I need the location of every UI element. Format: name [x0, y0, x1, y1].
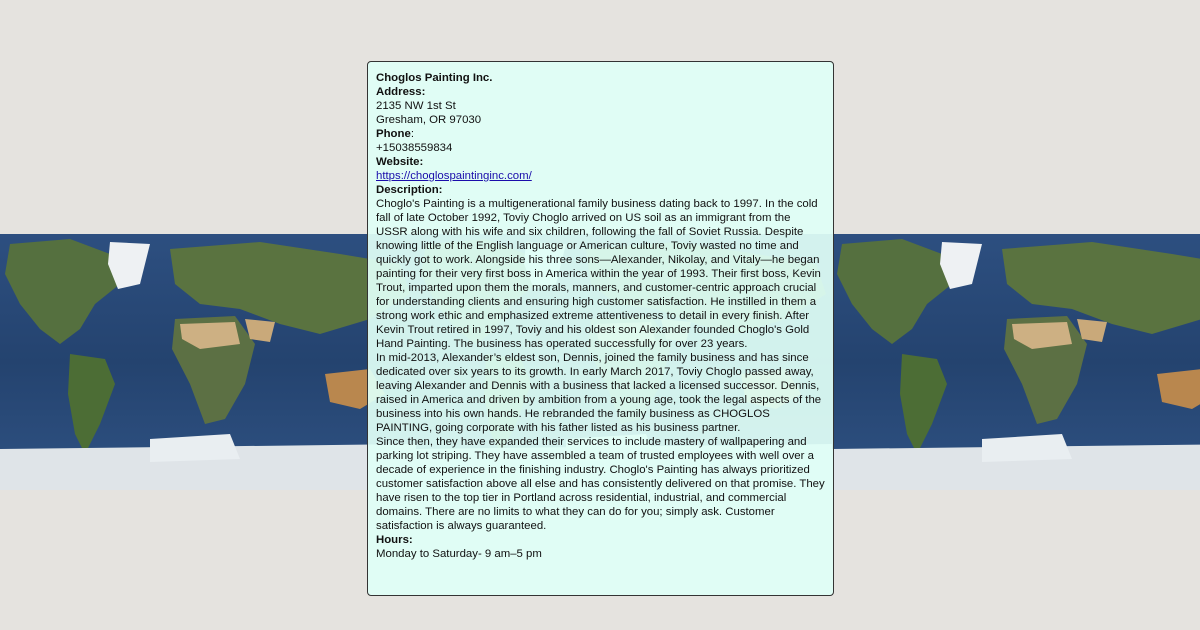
description-label: Description: [376, 184, 443, 196]
business-name: Choglos Painting Inc. [376, 72, 493, 84]
phone-label: Phone [376, 128, 411, 140]
website-link[interactable]: https://choglospaintinginc.com/ [376, 170, 532, 182]
phone-label-colon: : [410, 128, 414, 140]
address-line-2: Gresham, OR 97030 [376, 114, 482, 126]
description-paragraph: Choglo's Painting is a multigenerational family business dating back to 1997. In the cold fall of late October 1992, Toviy Choglo arrived on US soil as an immigrant from the USSR along with his wife and six children, following the fall of Soviet Russia. Despite knowing little of the English language or American culture, Toviy wasted no time and quickly got to work. Alongside his three sons—Alexander, Nikolay, and Vitaly—he began painting for their very first boss in America within the year of 1993. Their first boss, Kevin Trout, imparted upon them the morals, manners, and customer-centric approach crucial for understanding clients and ensuring high customer satisfaction. He instilled in them a strong work ethic and emphasized extreme attentiveness to detail in every finish. After Kevin Trout retired in 1997, Toviy and his oldest son Alexander founded Choglo's Gold Hand Painting. The business has operated successfully for over 23 years. [376, 198, 821, 350]
phone-number: +15038559834 [376, 142, 453, 154]
address-line-1: 2135 NW 1st St [376, 100, 456, 112]
hours-label: Hours: [376, 534, 413, 546]
hours-value: Monday to Saturday- 9 am–5 pm [376, 548, 542, 560]
address-label: Address: [376, 86, 426, 98]
description-paragraph: In mid-2013, Alexander’s eldest son, Dennis, joined the family business and has since dedicated over six years to its growth. In early March 2017, Toviy Choglo passed away, leaving Alexander and Dennis with a business that lacked a licensed successor. Dennis, raised in America and driven by ambition from a young age, took the legal aspects of the business into his own hands. He rebranded the family business as CHOGLOS PAINTING, going corporate with his father listed as his business partner. [376, 352, 822, 434]
website-label: Website: [376, 156, 424, 168]
business-info-card [367, 61, 834, 596]
description-paragraph: Since then, they have expanded their services to include mastery of wallpapering and parking lot striping. They have assembled a team of trusted employees with well over a decade of experience in the finishing industry. Choglo's Painting has always prioritized customer satisfaction above all else and has consistently delivered on that promise. They have risen to the top tier in Portland across residential, industrial, and commercial domains. There are no limits to what they can do for you; simply ask. Customer satisfaction is always guaranteed. [376, 436, 825, 532]
